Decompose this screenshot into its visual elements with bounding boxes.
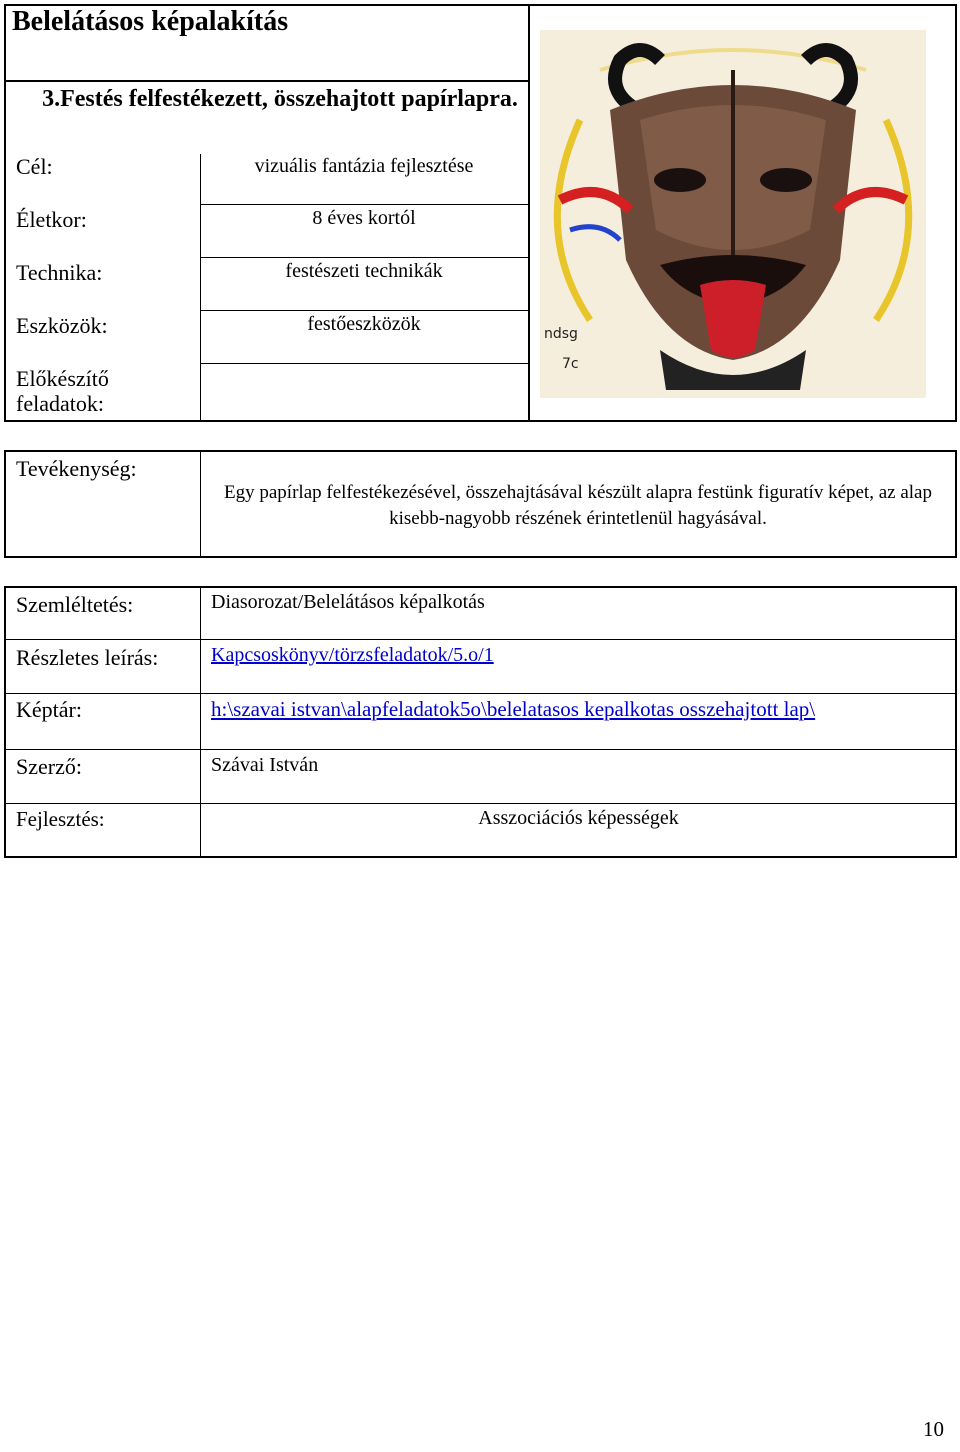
tools-label: Eszközök: bbox=[16, 313, 108, 338]
lesson-subtitle: 3.Festés felfestékezett, összehajtott papírlapra. bbox=[42, 86, 518, 112]
goal-label: Cél: bbox=[16, 154, 53, 179]
details-link[interactable]: Kapcsoskönyv/törzsfeladatok/5.o/1 bbox=[211, 644, 494, 666]
technique-label: Technika: bbox=[16, 260, 103, 285]
tools-value: festőeszközök bbox=[307, 313, 421, 335]
goal-value: vizuális fantázia fejlesztése bbox=[254, 155, 474, 177]
technique-value: festészeti technikák bbox=[285, 260, 443, 282]
author-value: Szávai István bbox=[211, 754, 319, 776]
age-value: 8 éves kortól bbox=[312, 207, 416, 229]
author-label: Szerző: bbox=[16, 754, 82, 779]
preparation-label: Előkészítő feladatok: bbox=[16, 366, 109, 416]
activity-description: Egy papírlap felfestékezésével, összehajtásával készült alapra festünk figuratív képet, az alap kisebb-nagyobb részének érintetlenül hagyásával. bbox=[224, 482, 932, 529]
page-title: Belelátásos képalakítás bbox=[12, 6, 289, 37]
development-label: Fejlesztés: bbox=[16, 807, 105, 831]
details-label: Részletes leírás: bbox=[16, 645, 159, 670]
age-label: Életkor: bbox=[16, 207, 87, 232]
development-value: Asszociációs képességek bbox=[478, 807, 679, 829]
blot-painting-image bbox=[540, 30, 926, 398]
activity-label: Tevékenység: bbox=[16, 456, 137, 481]
signature-fragment-1: ndsg bbox=[544, 326, 578, 342]
page-number: 10 bbox=[923, 1417, 944, 1441]
signature-fragment-2: 7c bbox=[562, 356, 579, 372]
gallery-label: Képtár: bbox=[16, 697, 82, 722]
illustration-label: Szemléltetés: bbox=[16, 592, 134, 617]
illustration-value: Diasorozat/Belelátásos képalkotás bbox=[211, 591, 485, 613]
gallery-path-link[interactable]: h:\szavai istvan\alapfeladatok5o\belelatasos kepalkotas osszehajtott lap\ bbox=[211, 697, 816, 721]
